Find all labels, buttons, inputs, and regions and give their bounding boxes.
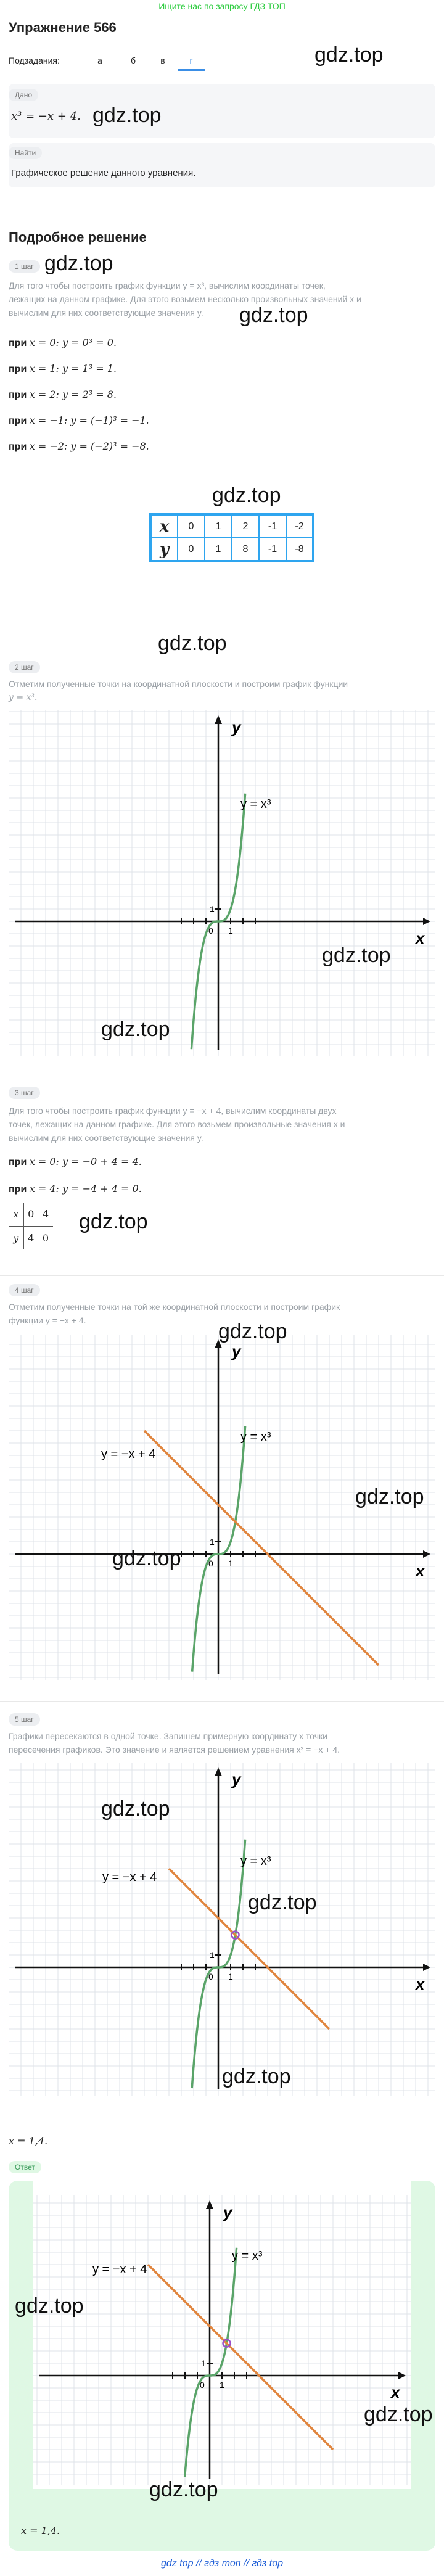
table-cell: 4 [28,1232,35,1244]
step1-tag: 1 шаг [9,260,40,273]
calc-expr: x = −2: y = (−2)³ = −8. [29,440,149,452]
calc-expr: x = 0: y = −0 + 4 = 4. [29,1156,142,1167]
x-one-label: 1 [220,2380,224,2390]
step4-tag: 4 шаг [9,1284,40,1296]
values-table [149,513,314,562]
linear-label: y = −x + 4 [102,1870,157,1884]
calc-expr: x = −1: y = (−1)³ = −1. [29,414,149,426]
linear-line [148,2265,333,2450]
calc-expr: x = 4: y = −4 + 4 = 0. [29,1183,142,1195]
calc-line [9,363,117,375]
given-card [9,84,435,138]
watermark: gdz.top [355,1485,424,1508]
table-cell: 0 [23,1203,38,1226]
step1-text-1: Для того чтобы построить график функции y = x³, вычислим координаты точек, [9,281,326,290]
calc-expr: x = 0: y = 0³ = 0. [29,337,117,348]
y-axis-label: y [232,718,241,736]
calc-line [9,1183,142,1195]
table-cell: 2 [232,514,259,538]
watermark: gdz.top [149,2478,218,2501]
table-cell: 4 [38,1203,53,1226]
table-cell: 1 [205,538,232,561]
calc-expr: x = 2: y = 2³ = 8. [29,389,117,400]
given-tag: Дано [9,89,38,101]
watermark: gdz.top [322,944,391,967]
step4-text-2: функции y = −x + 4. [9,1315,86,1325]
subtask-b[interactable]: б [130,56,136,65]
watermark: gdz.top [79,1210,148,1233]
divider [0,1701,444,1702]
subtask-v[interactable]: в [160,56,165,65]
y-one-label: 1 [210,1950,215,1960]
subtask-g[interactable]: г [189,56,193,65]
x-axis-arrow [423,1550,430,1558]
table-cell: -8 [286,538,313,561]
step1-text-3: вычислим для них соответствующие значения y. [9,308,204,318]
watermark: gdz.top [101,1797,170,1821]
watermark: gdz.top [212,484,281,507]
watermark: gdz.top [101,1018,170,1041]
calc-prefix: при [9,338,27,348]
table-x-header: x [9,1203,23,1226]
watermark: gdz.top [112,1547,181,1570]
y-axis-label: y [223,2203,232,2221]
origin-label: 0 [208,926,213,936]
step5-result: x = 1,4. [9,2135,48,2147]
active-subtask-underline [178,69,205,71]
origin-label: 0 [208,1972,213,1981]
grid [9,710,435,1056]
y-axis-label: y [232,1342,241,1360]
y-axis-arrow [206,2200,213,2209]
watermark: gdz.top [15,2294,84,2318]
x-axis-arrow [423,918,430,925]
calc-prefix: при [9,416,27,426]
top-search-hint[interactable]: Ищите нас по запросу ГДЗ ТОП [158,1,286,11]
table-cell: 0 [42,1232,49,1244]
watermark: gdz.top [218,1320,287,1343]
subtasks-label: Подзадания: [9,56,60,65]
table-y-header: y [9,1226,23,1249]
cubic-label: y = x³ [240,797,271,811]
step5-text-1: Графики пересекаются в одной точке. Запишем примерную координату x точки [9,1731,328,1741]
y-axis-label: y [232,1770,241,1788]
y-one-label: 1 [201,2358,206,2368]
x-axis-label: x [391,2383,400,2401]
calc-line [9,440,149,453]
watermark: gdz.top [222,2065,291,2088]
divider [0,1275,444,1276]
calc-line [9,337,117,349]
step3-tag: 3 шаг [9,1087,40,1099]
linear-label: y = −x + 4 [92,2263,147,2276]
answer-tag: Ответ [9,2161,41,2173]
linear-label: y = −x + 4 [101,1447,156,1461]
calc-prefix: при [9,390,27,400]
calc-expr: x = 1: y = 1³ = 1. [29,363,117,374]
watermark: gdz.top [44,252,113,275]
find-text: Графическое решение данного уравнения. [11,168,196,178]
step2-text-1: Отметим полученные точки на координатной плоскости и построим график функции [9,679,348,689]
watermark: gdz.top [239,303,308,327]
step3-text-3: вычислим для них соответствующие значения y. [9,1133,204,1143]
find-card [9,143,435,187]
calc-line [9,414,149,427]
cubic-label: y = x³ [240,1430,271,1444]
graph-answer [33,2195,411,2485]
table-cell: 0 [178,538,205,561]
find-tag: Найти [9,147,42,159]
x-axis-label: x [416,1975,425,1993]
watermark: gdz.top [314,43,384,67]
footer-links[interactable]: gdz top // гдз топ // гдз top [160,2558,283,2569]
calc-prefix: при [9,1184,27,1195]
x-one-label: 1 [228,926,233,936]
table-cell: 8 [232,538,259,561]
watermark: gdz.top [92,104,162,127]
y-axis-arrow [215,715,222,724]
calc-line [9,389,117,401]
watermark: gdz.top [364,2403,433,2426]
origin-label: 0 [208,1558,213,1568]
x-axis-label: x [416,1562,425,1580]
calc-prefix: при [9,442,27,452]
graph-cubic [9,710,435,1056]
table-y-header: y [150,538,178,561]
table-cell: -1 [259,538,286,561]
x-axis-label: x [416,929,425,947]
table-cell: 1 [205,514,232,538]
watermark: gdz.top [158,632,227,655]
table-cell: 0 [178,514,205,538]
step1-text-2: лежащих на данном графике. Для этого возьмем несколько произвольных значений x и [9,294,361,304]
calc-prefix: при [9,364,27,374]
cubic-curve [185,2248,237,2477]
grid [9,1763,435,2096]
step3-text-2: точек, лежащих на данном графике. Для этого возьмем произвольные значения x и [9,1119,345,1129]
calc-line [9,1156,142,1168]
y-one-label: 1 [210,1537,215,1547]
x-one-label: 1 [228,1558,233,1568]
y-one-label: 1 [210,904,215,914]
step2-tag: 2 шаг [9,661,40,673]
step3-text-1: Для того чтобы построить график функции y = −x + 4, вычислим координаты двух [9,1106,337,1116]
values-table-small [9,1203,53,1249]
cubic-label: y = x³ [232,2249,263,2263]
grid [33,2195,411,2485]
x-axis-arrow [423,1964,430,1971]
step5-tag: 5 шаг [9,1713,40,1726]
cubic-label: y = x³ [240,1854,271,1868]
table-x-header: x [150,514,178,538]
x-one-label: 1 [228,1972,233,1981]
solution-title: Подробное решение [9,229,147,245]
step2-text-2: y = x³. [9,693,38,702]
subtask-a[interactable]: а [97,56,102,65]
given-equation: x³ = −x + 4. [11,110,81,123]
graph-intersection [9,1763,435,2096]
origin-label: 0 [200,2380,205,2390]
page-title: Упражнение 566 [9,20,117,35]
calc-prefix: при [9,1157,27,1167]
watermark: gdz.top [248,1891,317,1914]
table-cell: -1 [259,514,286,538]
answer-result: x = 1,4. [21,2525,60,2537]
x-axis-arrow [398,2372,406,2379]
step4-text-1: Отметим полученные точки на той же координатной плоскости и построим график [9,1302,340,1312]
step5-text-2: пересечения графиков. Это значение и является решением уравнения x³ = −x + 4. [9,1745,340,1755]
y-axis-arrow [215,1767,222,1776]
table-cell: -2 [286,514,313,538]
